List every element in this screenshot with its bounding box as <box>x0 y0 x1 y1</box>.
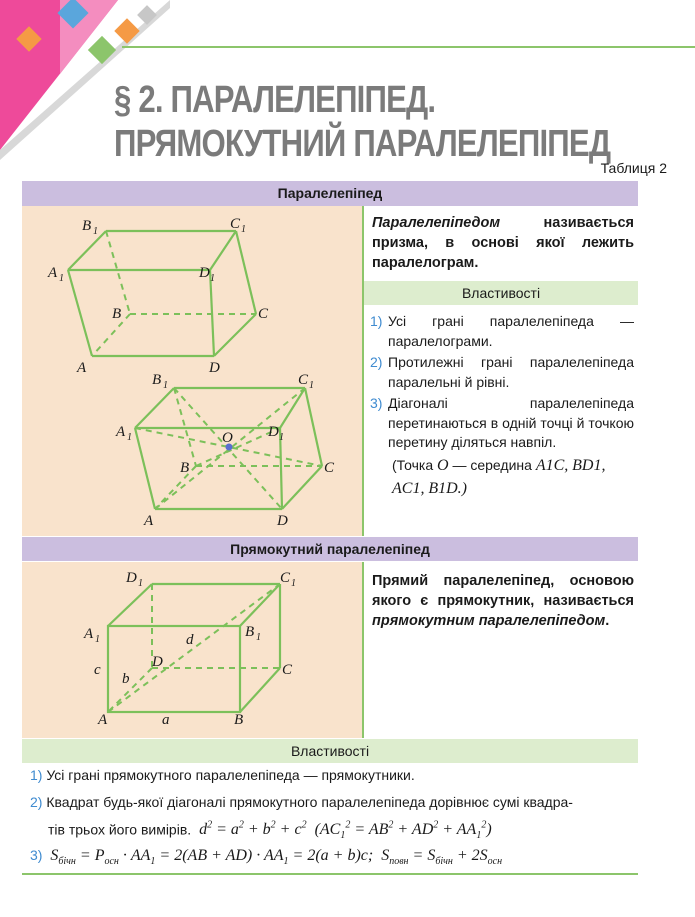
item-number: 2) <box>30 794 43 810</box>
properties-heading-1: Властивості <box>364 281 638 305</box>
label-A: A <box>77 360 87 376</box>
list-item <box>30 846 502 872</box>
note-point: O <box>437 457 449 474</box>
label-c: c <box>94 662 101 678</box>
label-C1: C <box>280 570 291 586</box>
label-D1: D <box>268 424 279 440</box>
sub-full: повн <box>389 856 409 868</box>
label-A: A <box>144 513 154 529</box>
label-C1-sub: 1 <box>241 224 246 235</box>
parallelepiped-diagonals-diagram <box>22 368 362 534</box>
table-label: Таблиця 2 <box>600 160 667 176</box>
note-segment: BD1, <box>572 457 606 474</box>
properties-list-1 <box>370 312 634 455</box>
note-segment: B1D.) <box>428 480 467 497</box>
rectangular-parallelepiped-diagram <box>22 562 362 738</box>
item-text: Усі грані паралелепіпеда — паралелограми. <box>388 313 634 349</box>
definition-rectangular <box>372 571 634 631</box>
label-A: A <box>98 712 108 728</box>
label-A1-sub: 1 <box>95 634 100 645</box>
note-segment: AC1, <box>392 480 425 497</box>
list-item-continuation <box>48 816 492 846</box>
label-A1: A <box>84 626 94 642</box>
definition-text: називається призма, в основі якої лежить паралелограм. <box>372 215 634 271</box>
item-number: 1) <box>30 767 43 783</box>
item-number: 3) <box>30 847 43 863</box>
label-C: C <box>258 306 269 322</box>
divider-2 <box>362 562 364 738</box>
label-D1: D <box>199 265 210 281</box>
definition-term: прямокутним паралелепіпедом <box>372 613 606 629</box>
label-O: O <box>222 430 233 446</box>
parallelepiped-diagram <box>22 206 362 381</box>
list-item <box>30 793 573 813</box>
label-A1: A <box>48 265 58 281</box>
top-rule <box>122 46 695 48</box>
list-item <box>370 353 634 392</box>
list-item <box>370 394 634 453</box>
divider-1 <box>362 206 364 536</box>
label-B1: B <box>245 624 255 640</box>
label-C1: C <box>298 372 309 388</box>
label-A1-sub: 1 <box>127 432 132 443</box>
label-b: b <box>122 671 130 687</box>
definition-parallelepiped <box>372 213 634 273</box>
label-A1-sub: 1 <box>59 273 64 284</box>
diagonal-formula: $d^2 = a^2 + b^2 + c^2$ $(AC_1^2 = AB^2 + AD^2 + AA_1^2)$ <box>195 820 492 842</box>
label-D: D <box>152 654 163 670</box>
label-C1-sub: 1 <box>309 380 314 391</box>
note-mid: — середина <box>452 457 532 473</box>
definition-term: Паралелепіпедом <box>372 215 501 231</box>
note-prefix: (Точка <box>392 457 434 473</box>
title-line-2: ПРЯМОКУТНИЙ ПАРАЛЕЛЕПІПЕД <box>114 123 611 165</box>
definition-text: Прямий паралелепіпед, основою якого є прямокутник, називається <box>372 573 634 609</box>
label-C1: C <box>230 216 241 232</box>
label-d: d <box>186 632 194 648</box>
label-B1-sub: 1 <box>256 632 261 643</box>
label-a: a <box>162 712 170 728</box>
label-D1-sub: 1 <box>279 432 284 443</box>
note-segment: A1C, <box>535 457 569 474</box>
title-line-1: § 2. ПАРАЛЕЛЕПІПЕД. <box>114 79 436 121</box>
item-number: 3) <box>370 395 383 411</box>
list-item <box>30 766 415 786</box>
item-text: Квадрат будь-якої діагоналі прямокутного паралелепіпеда дорівнює сумі квадра- <box>46 794 573 810</box>
sub-side: бічн <box>58 856 76 868</box>
label-C: C <box>324 460 335 476</box>
properties-heading-2: Властивості <box>22 739 638 763</box>
bottom-rule <box>22 873 638 875</box>
item-number: 1) <box>370 313 383 329</box>
page-title <box>114 78 610 166</box>
label-B: B <box>112 306 122 322</box>
item-text: тів трьох його вимірів. <box>48 821 192 838</box>
label-B: B <box>180 460 190 476</box>
label-D: D <box>277 513 288 529</box>
sub-base: осн <box>104 856 119 868</box>
item-text: Усі грані прямокутного паралелепіпеда — прямокутники. <box>46 767 415 783</box>
label-C: C <box>282 662 293 678</box>
area-formula: $S_{бічн} = P_{осн} \cdot AA_1 = 2(AB + AD) \cdot AA_1 = 2(a + b)c$; $S_{повн} = S_{бічн} + 2S_{осн}$ <box>46 847 503 868</box>
section-band-rectangular: Прямокутний паралелепіпед <box>22 537 638 561</box>
diagonal-note <box>392 454 637 500</box>
item-number: 2) <box>370 354 383 370</box>
list-item <box>370 312 634 351</box>
label-D1: D <box>126 570 137 586</box>
label-B1-sub: 1 <box>163 380 168 391</box>
label-A1: A <box>116 424 126 440</box>
label-C1-sub: 1 <box>291 578 296 589</box>
item-text: Діагоналі паралелепіпеда перетинаються в одній точці й точкою перетину діляться навпіл. <box>388 395 634 450</box>
label-B1-sub: 1 <box>93 226 98 237</box>
section-band-parallelepiped: Паралелепіпед <box>22 181 638 206</box>
label-B1: B <box>82 218 92 234</box>
label-D1-sub: 1 <box>138 578 143 589</box>
label-B1: B <box>152 372 162 388</box>
definition-end: . <box>605 613 610 629</box>
label-B: B <box>234 712 244 728</box>
label-D1-sub: 1 <box>210 273 215 284</box>
label-D: D <box>209 360 220 376</box>
item-text: Протилежні грані паралелепіпеда паралельні й рівні. <box>388 354 634 390</box>
